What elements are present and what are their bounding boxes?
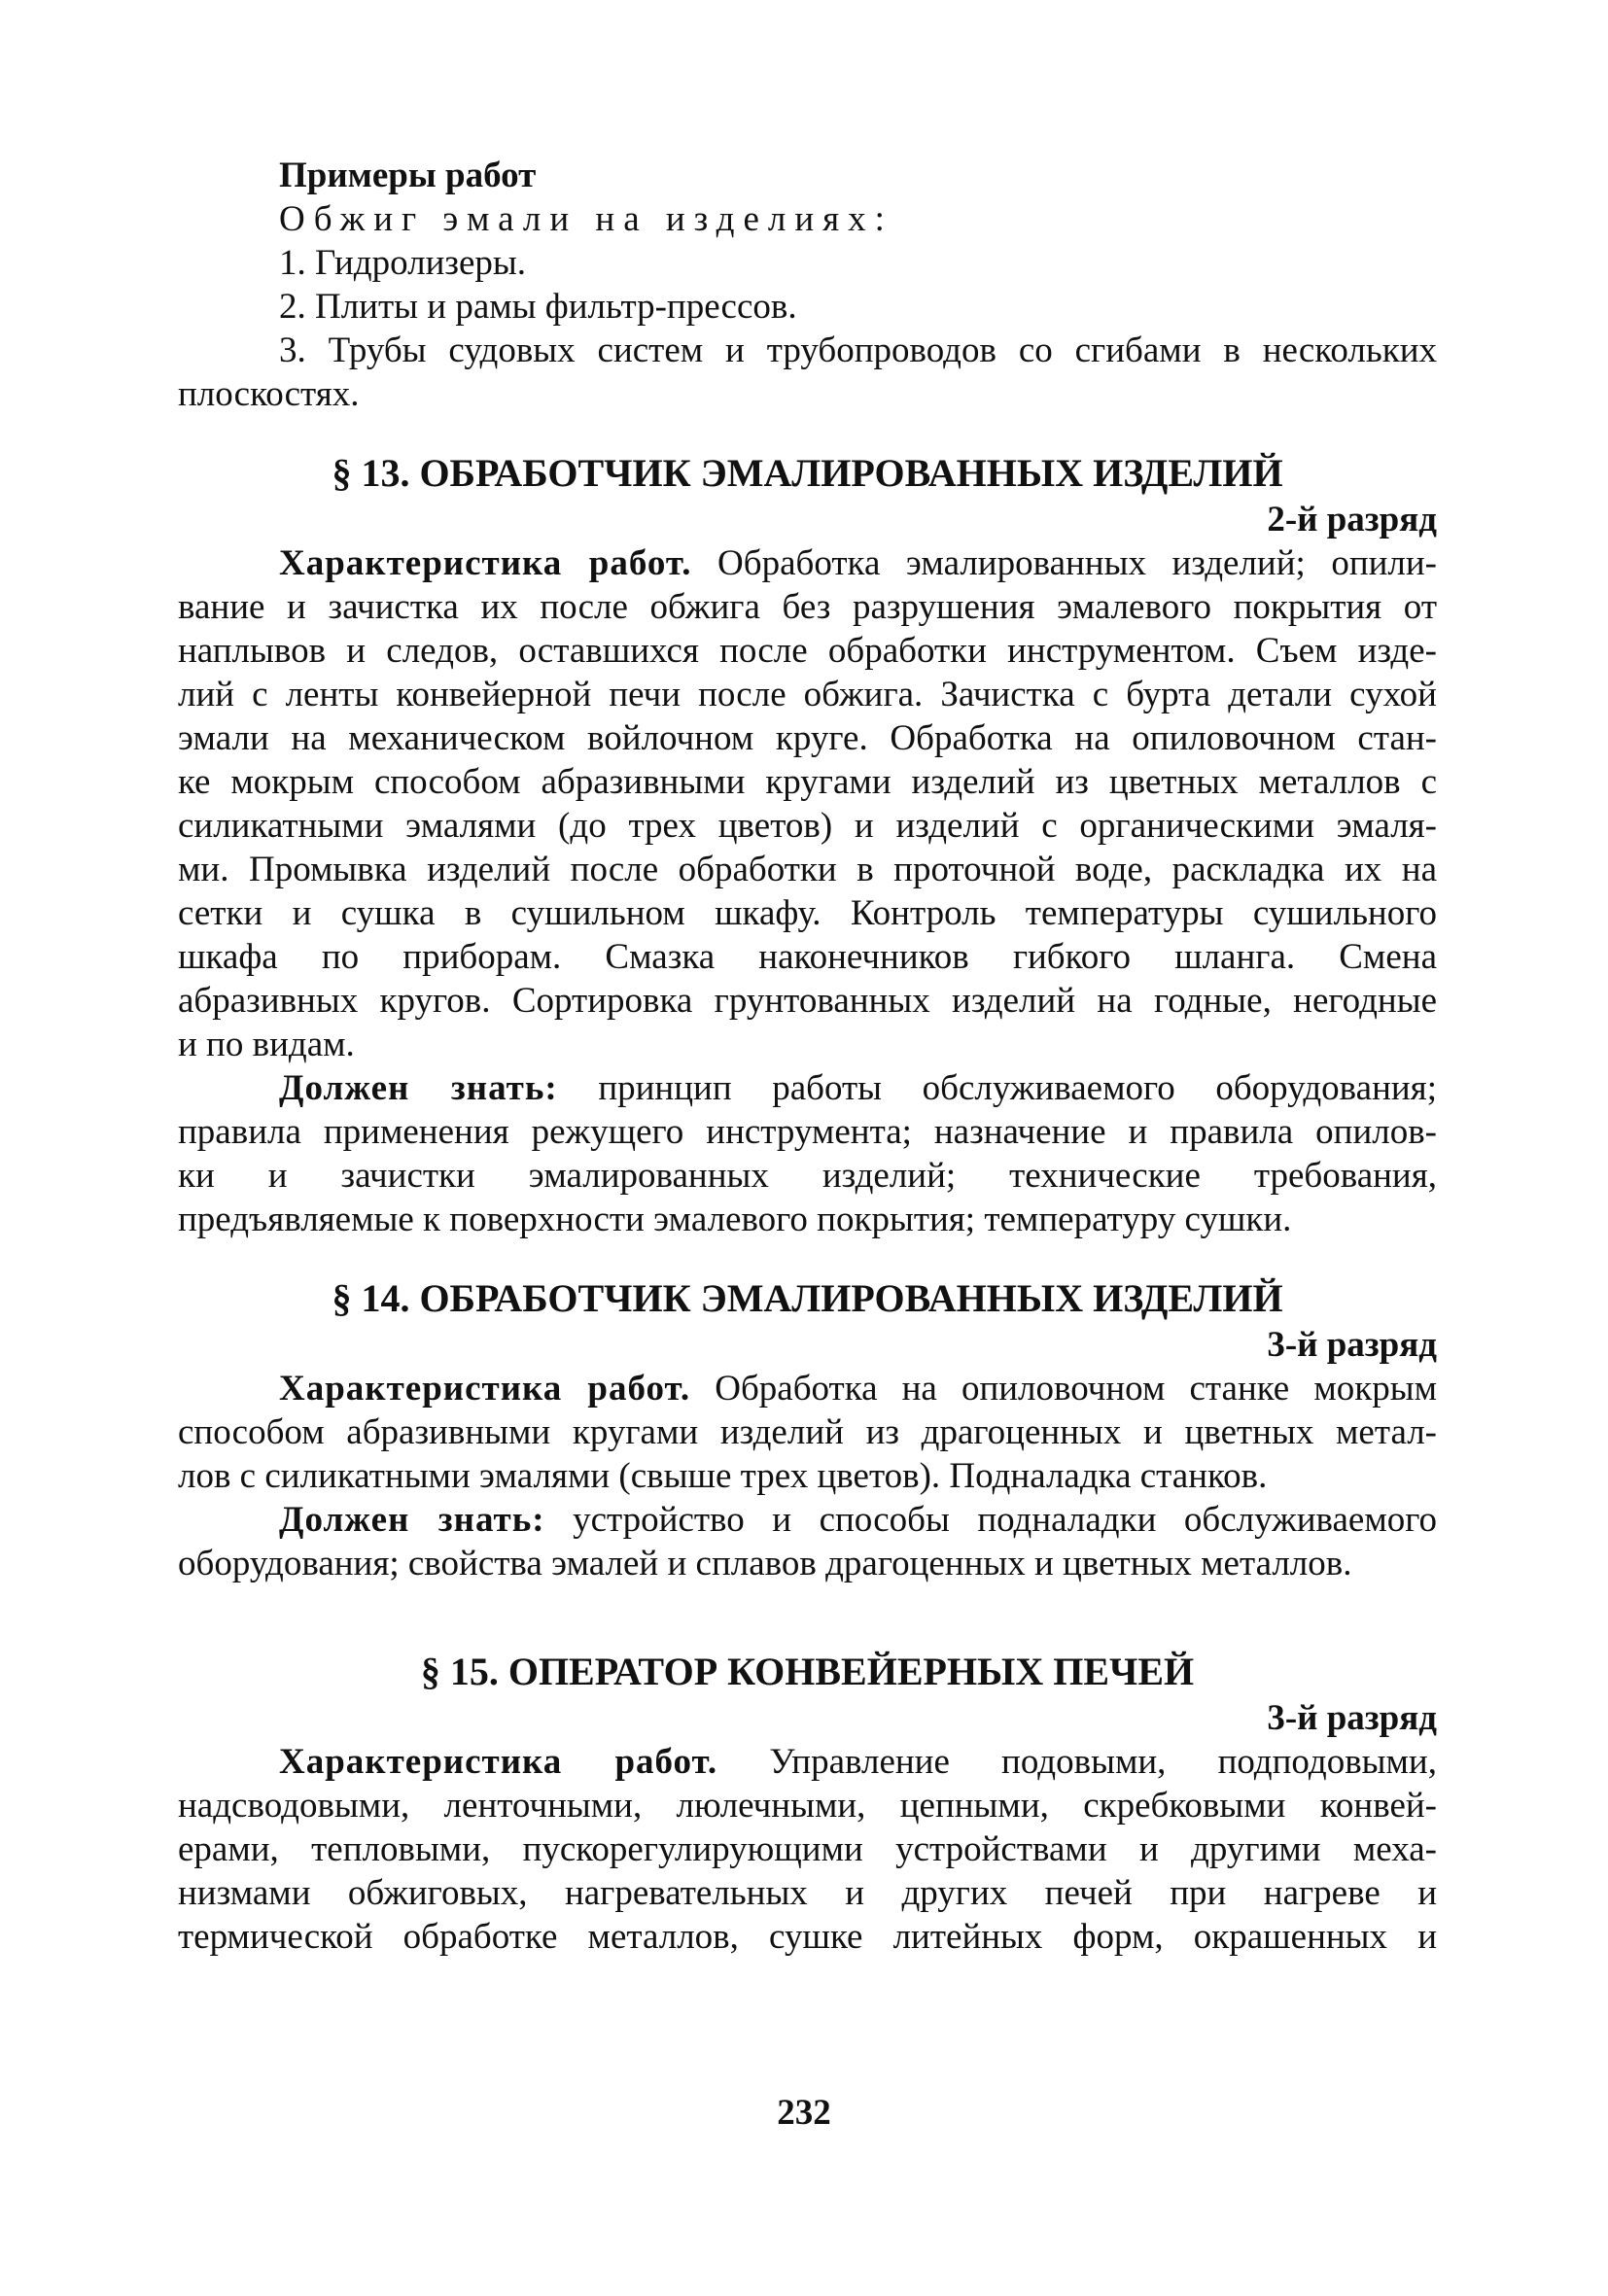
section-15-rank: 3-й разряд [1267,1698,1437,1738]
knowledge-label: Должен знать: [279,1068,558,1108]
section-13-knowledge-first-line [178,1066,1437,1110]
characteristics-line: сетки и сушка в сушильном шкафу. Контроль температуры сушильного [178,893,1437,933]
knowledge-label: Должен знать: [279,1500,545,1540]
knowledge-text: устройство и способы подналадки обслуживаемого [544,1500,1437,1540]
characteristics-line: абразивных кругов. Сортировка грунтованных изделий на годные, негодные [178,981,1437,1021]
examples-subtitle: Обжиг эмали на изделиях: [279,199,893,239]
section-15-characteristics-first-line [178,1740,1437,1784]
characteristics-line: термической обработке металлов, сушке литейных форм, окрашенных и [178,1917,1437,1957]
characteristics-line: наплывов и следов, оставшихся после обработки инструментом. Съем изде- [178,631,1437,671]
examples-title: Примеры работ [279,156,537,195]
characteristics-line: ерами, тепловыми, пускорегулирующими устройствами и другими меха- [178,1829,1437,1869]
characteristics-line: лов с силикатными эмалями (свыше трех цветов). Подналадка станков. [178,1456,1268,1496]
characteristics-line: ми. Промывка изделий после обработки в проточной воде, раскладка их на [178,850,1437,889]
characteristics-label: Характеристика работ. [279,1742,718,1782]
characteristics-text: Обработка на опиловочном станке мокрым [690,1369,1437,1409]
section-14-knowledge-first-line [178,1498,1437,1542]
characteristics-label: Характеристика работ. [279,543,692,583]
section-13-characteristics-first-line [178,541,1437,585]
characteristics-line: низмами обжиговых, нагревательных и других печей при нагреве и [178,1873,1437,1913]
characteristics-line: эмали на механическом войлочном круге. Обработка на опиловочном стан- [178,718,1437,758]
section-13-rank: 2-й разряд [1267,500,1437,539]
example-item-continuation: плоскостях. [178,374,360,414]
characteristics-line: шкафа по приборам. Смазка наконечников гибкого шланга. Смена [178,937,1437,977]
characteristics-line: надсводовыми, ленточными, люлечными, цепными, скребковыми конвей- [178,1786,1437,1826]
knowledge-line: оборудования; свойства эмалей и сплавов драгоценных и цветных металлов. [178,1544,1352,1583]
characteristics-line: способом абразивными кругами изделий из драгоценных и цветных метал- [178,1412,1437,1452]
section-14-title: § 14. ОБРАБОТЧИК ЭМАЛИРОВАННЫХ ИЗДЕЛИЙ [332,1276,1283,1320]
characteristics-line: лий с ленты конвейерной печи после обжига. Зачистка с бурта детали сухой [178,675,1437,714]
section-14-rank: 3-й разряд [1267,1325,1437,1365]
page-number: 232 [777,2093,831,2133]
example-item: 2. Плиты и рамы фильтр-прессов. [279,287,797,327]
knowledge-text: принцип работы обслуживаемого оборудования; [557,1068,1437,1108]
example-item: 3. Трубы судовых систем и трубопроводов со сгибами в нескольких [279,330,1437,370]
characteristics-text: Обработка эмалированных изделий; опили- [691,543,1438,583]
section-15-title: § 15. ОПЕРАТОР КОНВЕЙЕРНЫХ ПЕЧЕЙ [420,1650,1195,1693]
characteristics-label: Характеристика работ. [279,1369,691,1409]
knowledge-line: правила применения режущего инструмента; назначение и правила опилов- [178,1112,1437,1152]
knowledge-line: ки и зачистки эмалированных изделий; технические требования, [178,1156,1437,1196]
characteristics-line: силикатными эмалями (до трех цветов) и изделий с органическими эмаля- [178,806,1437,846]
characteristics-line: и по видам. [178,1025,355,1064]
knowledge-line: предъявляемые к поверхности эмалевого покрытия; температуру сушки. [178,1200,1292,1239]
characteristics-text: Управление подовыми, подподовыми, [717,1742,1437,1782]
page-content [178,154,1437,1959]
section-14-characteristics-first-line [178,1367,1437,1410]
section-13-title: § 13. ОБРАБОТЧИК ЭМАЛИРОВАННЫХ ИЗДЕЛИЙ [332,451,1283,495]
characteristics-line: ке мокрым способом абразивными кругами изделий из цветных металлов с [178,762,1437,802]
example-item: 1. Гидролизеры. [279,243,527,283]
characteristics-line: вание и зачистка их после обжига без разрушения эмалевого покрытия от [178,587,1437,627]
